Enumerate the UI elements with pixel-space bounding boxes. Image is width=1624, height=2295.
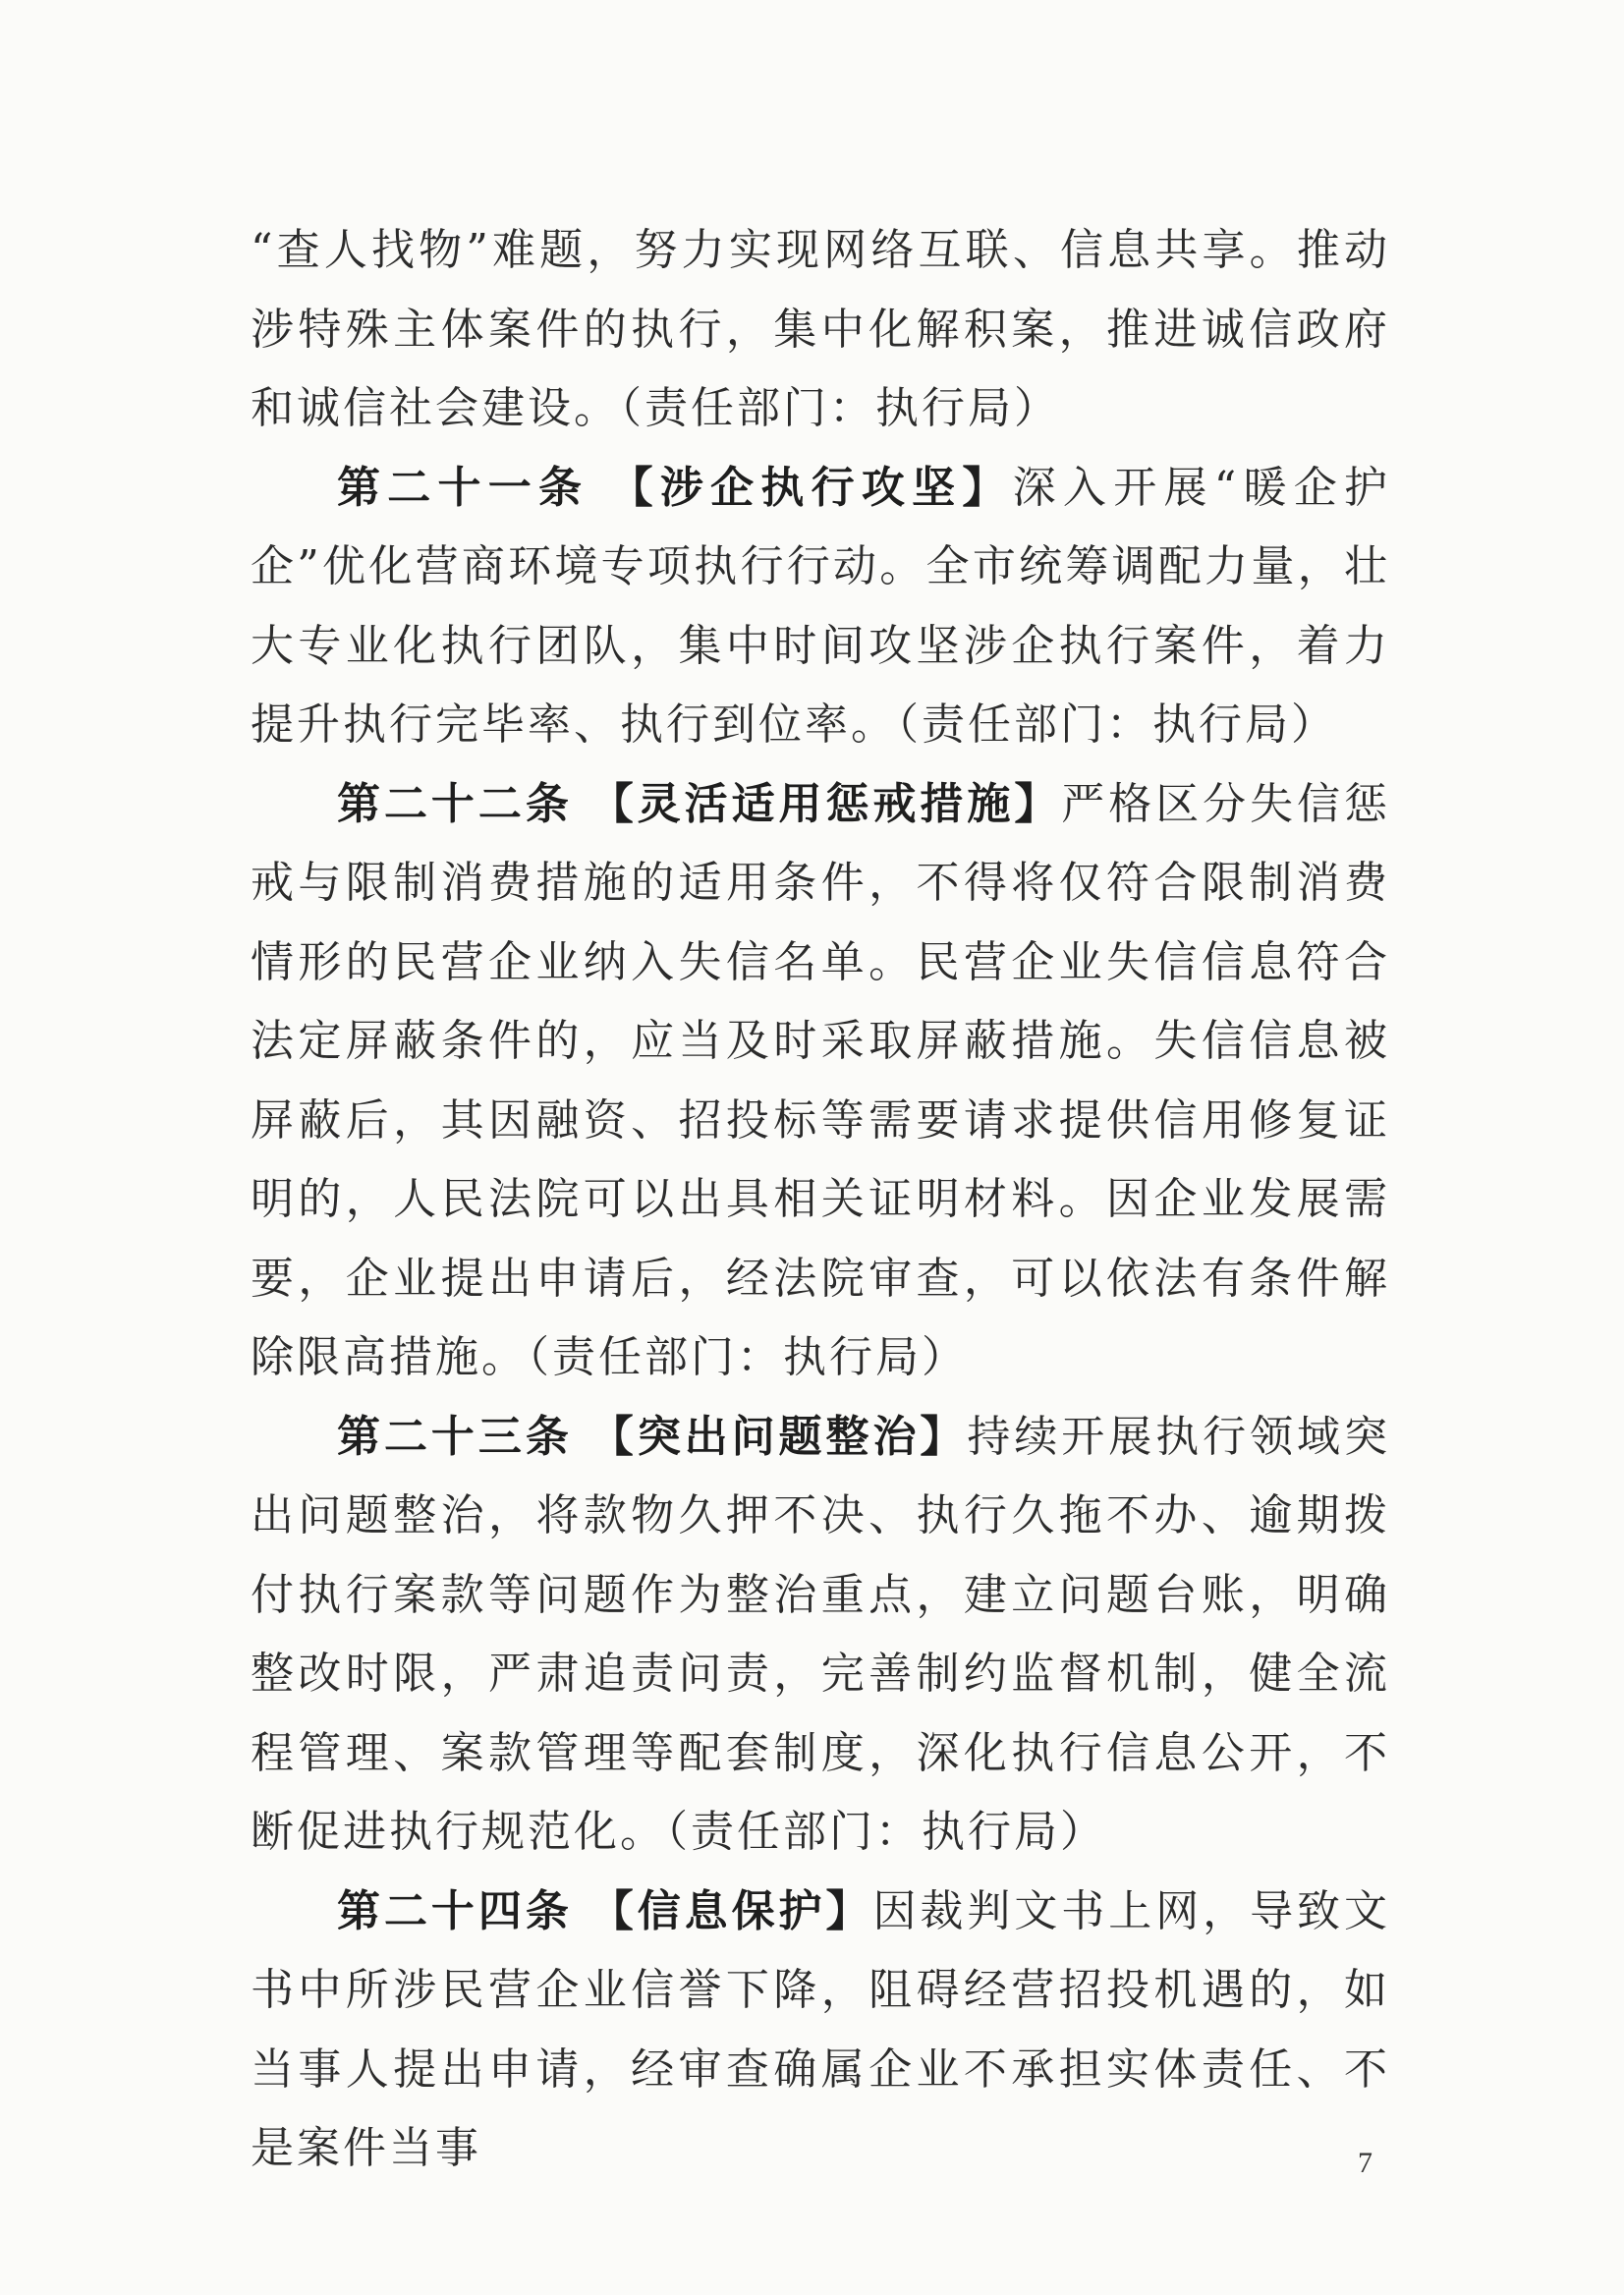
article-text: 深入开展“暖企护企”优化营商环境专项执行行动。全市统筹调配力量，壮大专业化执行团队，集中时间攻坚涉企执行案件，着力提升执行完毕率、执行到位率。（责任部门：执行局） [251, 462, 1390, 750]
article-number: 第二十三条 [337, 1411, 573, 1462]
article-text: 因裁判文书上网，导致文书中所涉民营企业信誉下降，阻碍经营招投机遇的，如当事人提出申请，经审查确属企业不承担实体责任、不是案件当事 [251, 1885, 1391, 2173]
document-body [251, 211, 1390, 2189]
page-number: 7 [1358, 2147, 1372, 2179]
article-number: 第二十二条 [337, 778, 573, 829]
article-title: 【信息保护】 [589, 1885, 873, 1936]
article-text: 持续开展执行领域突出问题整治，将款物久押不决、执行久拖不办、逾期拨付执行案款等问题作为整治重点，建立问题台账，明确整改时限，严肃追责问责，完善制约监督机制，健全流程管理、案款管理等配套制度，深化执行信息公开，不断促进执行规范化。（责任部门：执行局） [251, 1411, 1391, 1857]
paragraph-continuation [251, 211, 1390, 449]
paragraph-text: “查人找物”难题，努力实现网络互联、信息共享。推动涉特殊主体案件的执行，集中化解积案，推进诚信政府和诚信社会建设。（责任部门：执行局） [251, 225, 1390, 433]
article-22 [251, 765, 1390, 1398]
article-number: 第二十一条 [337, 462, 589, 513]
article-text: 严格区分失信惩戒与限制消费措施的适用条件，不得将仅符合限制消费情形的民营企业纳入失信名单。民营企业失信信息符合法定屏蔽条件的，应当及时采取屏蔽措施。失信信息被屏蔽后，其因融资、招投标等需要请求提供信用修复证明的，人民法院可以出具相关证明材料。因企业发展需要，企业提出申请后，经法院审查，可以依法有条件解除限高措施。（责任部门：执行局） [251, 778, 1391, 1382]
article-21 [251, 449, 1390, 765]
article-title: 【灵活适用惩戒措施】 [589, 778, 1062, 829]
article-title: 【突出问题整治】 [589, 1411, 968, 1462]
article-number: 第二十四条 [337, 1885, 573, 1936]
article-23 [251, 1398, 1390, 1873]
article-24 [251, 1873, 1390, 2189]
article-title: 【涉企执行攻坚】 [609, 462, 1013, 513]
